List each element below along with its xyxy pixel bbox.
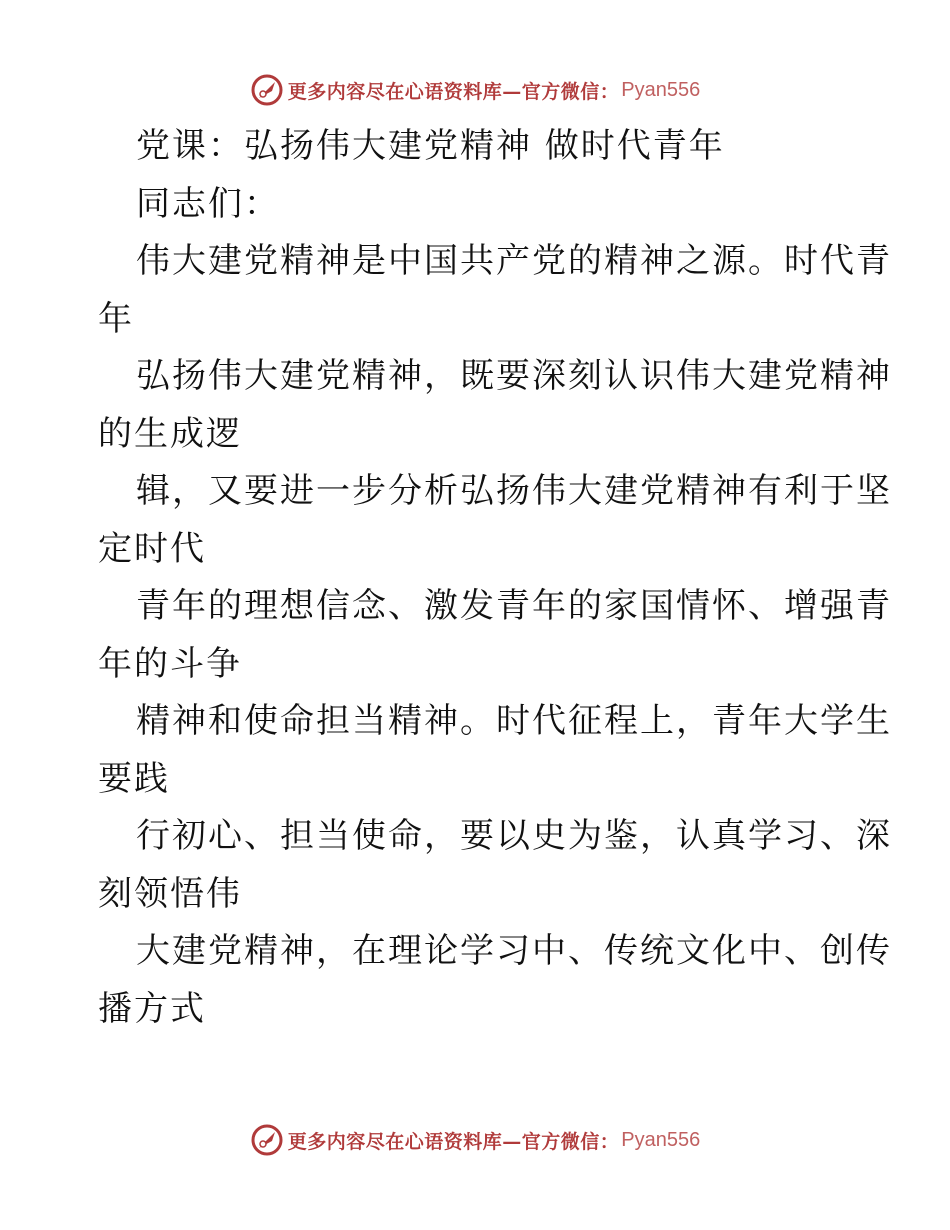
text-line: 播方式 (98, 988, 206, 1029)
text-line: 定时代 (98, 528, 206, 569)
text-line: 年 (98, 298, 134, 339)
text-line: 弘扬伟大建党精神，既要深刻认识伟大建党精神 (136, 356, 892, 396)
text-line: 刻领悟伟 (98, 873, 242, 914)
text-line: 年的斗争 (98, 643, 242, 684)
watermark-text: 更多内容尽在心语资料库—官方微信： (287, 1130, 620, 1153)
text-line: 青年的理想信念、激发青年的家国情怀、增强青 (136, 586, 892, 626)
document-body (98, 118, 892, 1038)
watermark-wechat-id: Pyan556 (621, 1128, 701, 1151)
quill-logo-icon (250, 73, 284, 107)
text-line: 行初心、担当使命，要以史为鉴，认真学习、深 (136, 816, 892, 856)
text-line: 的生成逻 (98, 413, 242, 454)
text-line: 要践 (98, 758, 170, 799)
watermark-banner-bottom (0, 1120, 950, 1160)
text-line: 大建党精神，在理论学习中、传统文化中、创传 (136, 931, 892, 971)
text-line: 同志们： (136, 183, 280, 224)
text-line: 伟大建党精神是中国共产党的精神之源。时代青 (136, 241, 892, 281)
quill-logo-icon (250, 1123, 284, 1157)
watermark-wechat-id: Pyan556 (621, 78, 701, 101)
text-line: 党课：弘扬伟大建党精神 做时代青年 (136, 126, 725, 166)
text-line: 辑，又要进一步分析弘扬伟大建党精神有利于坚 (136, 471, 892, 511)
text-line: 精神和使命担当精神。时代征程上，青年大学生 (136, 701, 892, 741)
watermark-banner-top (0, 70, 950, 110)
watermark-text: 更多内容尽在心语资料库—官方微信： (287, 80, 620, 103)
